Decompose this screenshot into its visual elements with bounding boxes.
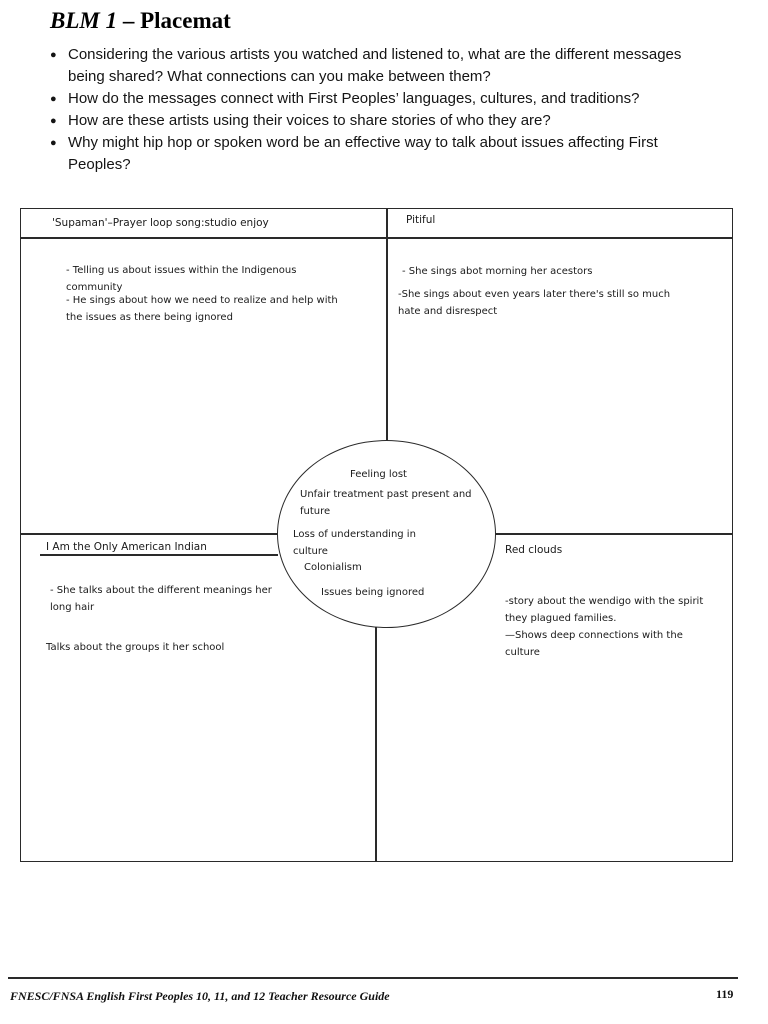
title-code: BLM 1 bbox=[50, 8, 118, 33]
center-note: Colonialism bbox=[304, 562, 362, 573]
question-item: ● Considering the various artists you watched and listened to, what are the different messages being shared? What connections can you make between them? bbox=[48, 44, 720, 88]
center-note: Feeling lost bbox=[350, 469, 407, 480]
bottom-right-note: -story about the wendigo with the spirit they plagued families. bbox=[505, 596, 704, 624]
question-list bbox=[48, 44, 720, 176]
center-note: Loss of understanding in culture bbox=[293, 529, 416, 557]
page-title bbox=[50, 8, 231, 34]
bottom-right-note: —Shows deep connections with the culture bbox=[505, 630, 683, 658]
top-left-note: - He sings about how we need to realize and help with the issues as there being ignored bbox=[66, 295, 338, 323]
top-right-title: Pitiful bbox=[406, 214, 436, 226]
bottom-left-note: - She talks about the different meanings her long hair bbox=[50, 585, 272, 613]
page-number: 119 bbox=[716, 987, 734, 1001]
top-vertical-divider bbox=[386, 208, 388, 440]
center-note: Unfair treatment past present and future bbox=[300, 489, 472, 517]
question-item: ● Why might hip hop or spoken word be an effective way to talk about issues affecting First Peoples? bbox=[48, 132, 720, 176]
footer-guide-title: FNESC/FNSA English First Peoples 10, 11, and 12 Teacher Resource Guide bbox=[10, 989, 390, 1003]
top-right-note: -She sings about even years later there's still so much hate and disrespect bbox=[398, 289, 671, 317]
footer-rule bbox=[8, 977, 738, 979]
title-rest: – Placemat bbox=[117, 8, 231, 33]
top-left-title: 'Supaman'–Prayer loop song:studio enjoy bbox=[52, 217, 269, 229]
center-note: Issues being ignored bbox=[321, 587, 425, 598]
right-horizontal-divider bbox=[495, 533, 733, 535]
bottom-right-title: Red clouds bbox=[505, 544, 563, 556]
question-item: ● How do the messages connect with First Peoples’ languages, cultures, and traditions? bbox=[48, 88, 720, 110]
left-horizontal-divider bbox=[20, 533, 278, 535]
top-left-note: - Telling us about issues within the Indigenous community bbox=[66, 265, 297, 293]
bottom-left-note: Talks about the groups it her school bbox=[46, 642, 225, 653]
bottom-vertical-divider bbox=[375, 626, 377, 862]
top-row-divider bbox=[20, 237, 733, 239]
question-item: ● How are these artists using their voices to share stories of who they are? bbox=[48, 110, 720, 132]
bottom-left-title: I Am the Only American Indian bbox=[46, 541, 207, 553]
top-right-note: - She sings abot morning her acestors bbox=[402, 266, 593, 277]
